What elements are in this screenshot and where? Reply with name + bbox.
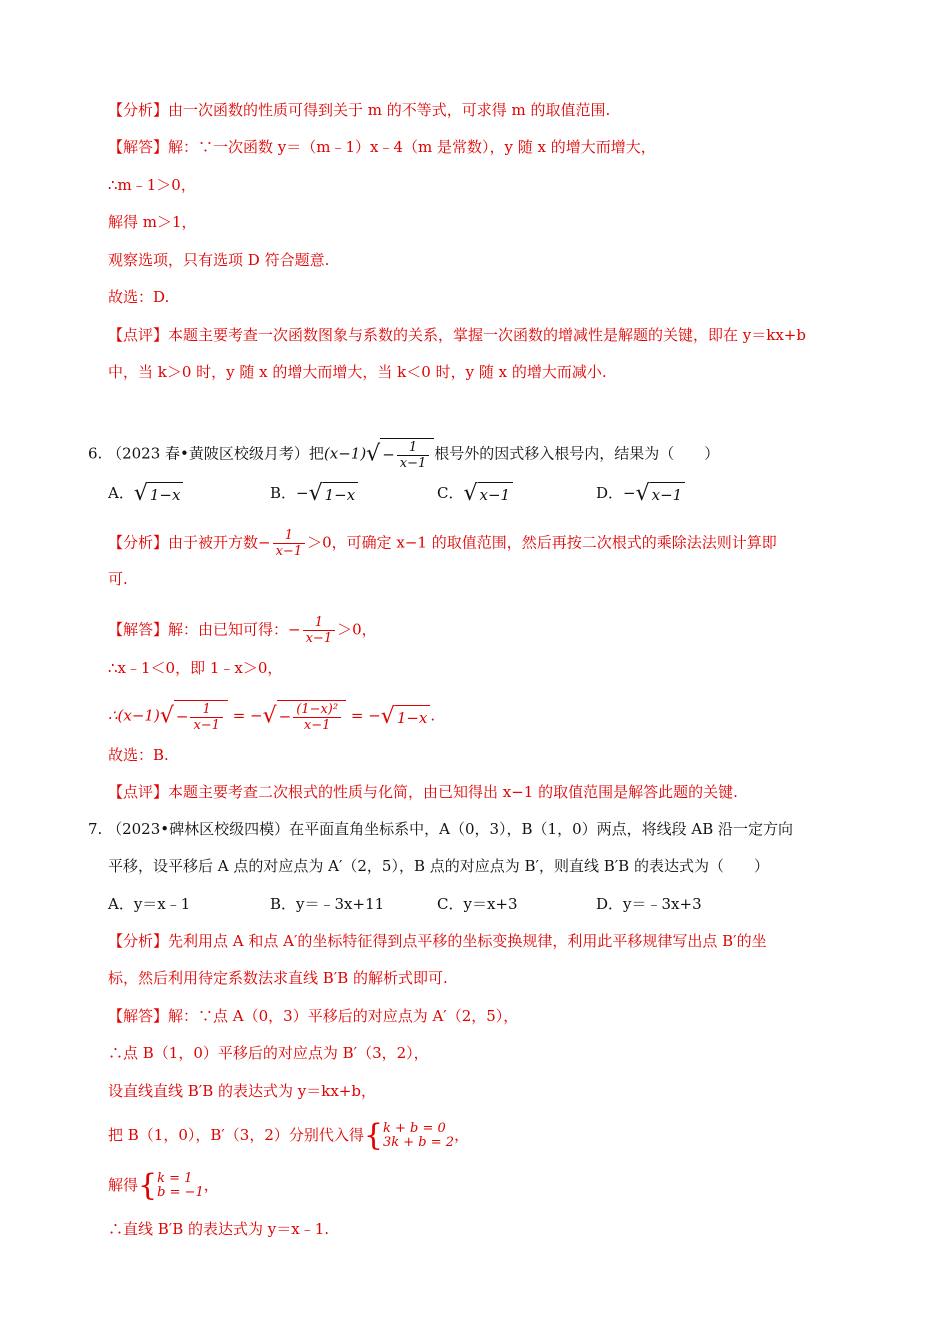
q6-radical: √ − $\frac{1}{x-1}$ [366,438,434,471]
q6-option-a-label: A． [108,484,134,502]
q7-option-d: D．y＝﹣3x+3 [596,895,702,913]
q6-solve-line-1: 【解答】解：由已知可得：− $\frac{1}{x-1}$ ＞0， [108,615,377,646]
q6-option-c-value: x−1 [478,482,514,506]
q7-system-2-eq-b: b = −1 [157,1185,204,1200]
q7-solve-line-3: 设直线直线 B′B 的表达式为 y＝kx+b， [108,1082,376,1100]
q6-analysis-text-b: ＞0，可确定 x−1 的取值范围，然后再按二次根式的乘除法法则计算即 [307,533,777,552]
q6-comment: 【点评】本题主要考查二次根式的性质与化简，由已知得出 x−1 的取值范围是解答此题的关键. [108,783,738,801]
q6-frac-num: 1 [397,440,430,456]
q6-analysis-text-a: 【分析】由于被开方数 [108,533,259,552]
q7-system-1-eq-b: 3k + b = 2 [383,1135,455,1150]
q6-frac-den: x−1 [399,456,427,471]
q6-solve-text-b: ＞0， [337,620,377,639]
q6-solve-line-2: ∴x﹣1＜0，即 1﹣x＞0， [108,659,283,677]
q6-option-b-label: B． [270,484,297,502]
q6-factor: (x−1) [323,444,367,463]
q6-stem [88,438,719,471]
q5-answer: 故选：D. [108,288,170,306]
q5-analysis: 【分析】由一次函数的性质可得到关于 m 的不等式，可求得 m 的取值范围. [108,101,611,119]
q7-stem-line-2: 平移，设平移后 A 点的对应点为 A′（2，5），B 点的对应点为 B′，则直线 B′B 的表达式为（ ） [108,857,769,875]
q7-solve-line-6: ∴直线 B′B 的表达式为 y＝x﹣1. [108,1220,330,1238]
q7-system-1 [383,1122,454,1150]
q6-solve3-mid-num: (1−x)² [293,702,341,718]
q6-analysis-line-2: 可. [108,570,128,588]
q7-solve4-text: 把 B（1，0），B′（3，2）分别代入得 [108,1126,364,1144]
q5-solve-line-4: 观察选项，只有选项 D 符合题意. [108,251,330,269]
q7-stem-text-1: （2023•碑林区校级四模）在平面直角坐标系中，A（0，3），B（1，0）两点，将线段 AB 沿一定方向 [107,820,794,838]
q5-comment-line-2: 中，当 k＞0 时，y 随 x 的增大而增大，当 k＜0 时，y 随 x 的增大而减小. [108,363,607,381]
q7-option-b: B．y＝﹣3x+11 [270,895,385,913]
q7-system-2-eq-a: k = 1 [157,1171,193,1186]
q6-stem-tail: 根号外的因式移入根号内，结果为（ ） [434,444,720,463]
q7-analysis-line-2: 标，然后利用待定系数法求直线 B′B 的解析式即可. [108,969,448,987]
q7-solve5-text: 解得 [108,1176,139,1194]
q6-option-d: D．−√ x−1 [596,482,685,506]
q7-solve-line-1: 【解答】解：∵点 A（0，3）平移后的对应点为 A′（2，5）， [108,1007,519,1025]
q6-option-c-label: C． [437,484,464,502]
q6-option-b: B．−√ 1−x [270,482,358,506]
q7-system-1-eq-a: k + b = 0 [383,1121,446,1136]
q6-solve-text-a: 【解答】解：由已知可得： [108,620,289,639]
q6-option-b-value: 1−x [323,482,359,506]
q6-number: 6. [88,444,103,463]
q7-solve-line-4: 把 B（1，0），B′（3，2）分别代入得{ k + b = 0 3k + b = 2 ， [108,1118,470,1153]
q6-solve-line-3: ∴(x−1)√ − $\frac{1}{x-1}$ = −√ − $\frac{\text{(1−x)²}}{x-1}$ = −√ 1−x . [108,702,436,733]
q6-option-a: A．√ 1−x [108,482,183,506]
q7-solve-line-2: ∴点 B（1，0）平移后的对应点为 B′（3，2）， [108,1044,429,1062]
q6-analysis-line-1: 【分析】由于被开方数− $\frac{1}{x-1}$ ＞0，可确定 x−1 的取值范围，然后再按二次根式的乘除法法则计算即 [108,528,777,559]
q5-solve-line-1: 【解答】解：∵一次函数 y＝（m﹣1）x﹣4（m 是常数），y 随 x 的增大而增大， [108,138,656,156]
q6-option-d-value: x−1 [650,482,686,506]
q6-option-d-label: D． [596,484,624,502]
q5-comment-line-1: 【点评】本题主要考查一次函数图象与系数的关系，掌握一次函数的增减性是解题的关键，即在 y＝kx+b [108,326,806,344]
q7-solve-line-5: 解得{ k = 1 b = −1 ， [108,1168,219,1203]
q7-option-c: C．y＝x+3 [437,895,518,913]
q6-answer: 故选：B. [108,746,169,764]
q7-system-2 [157,1172,204,1200]
q6-solve3-tail: 1−x [395,705,431,729]
q6-option-a-value: 1−x [148,482,184,506]
q7-option-a: A．y＝x﹣1 [108,895,191,913]
q5-solve-line-2: ∴m﹣1＞0， [108,176,196,194]
q6-option-c: C．√ x−1 [437,482,513,506]
q7-analysis-line-1: 【分析】先利用点 A 和点 A′的坐标特征得到点平移的坐标变换规律，利用此平移规律写出点 B′的坐 [108,932,767,950]
q5-solve-line-3: 解得 m＞1， [108,213,197,231]
q7-number: 7. [88,820,103,838]
q6-source: （2023 春•黄陂区校级月考）把 [107,444,324,463]
q6-solve3-head: ∴(x−1) [108,706,160,725]
q7-stem-line-1 [88,818,793,840]
